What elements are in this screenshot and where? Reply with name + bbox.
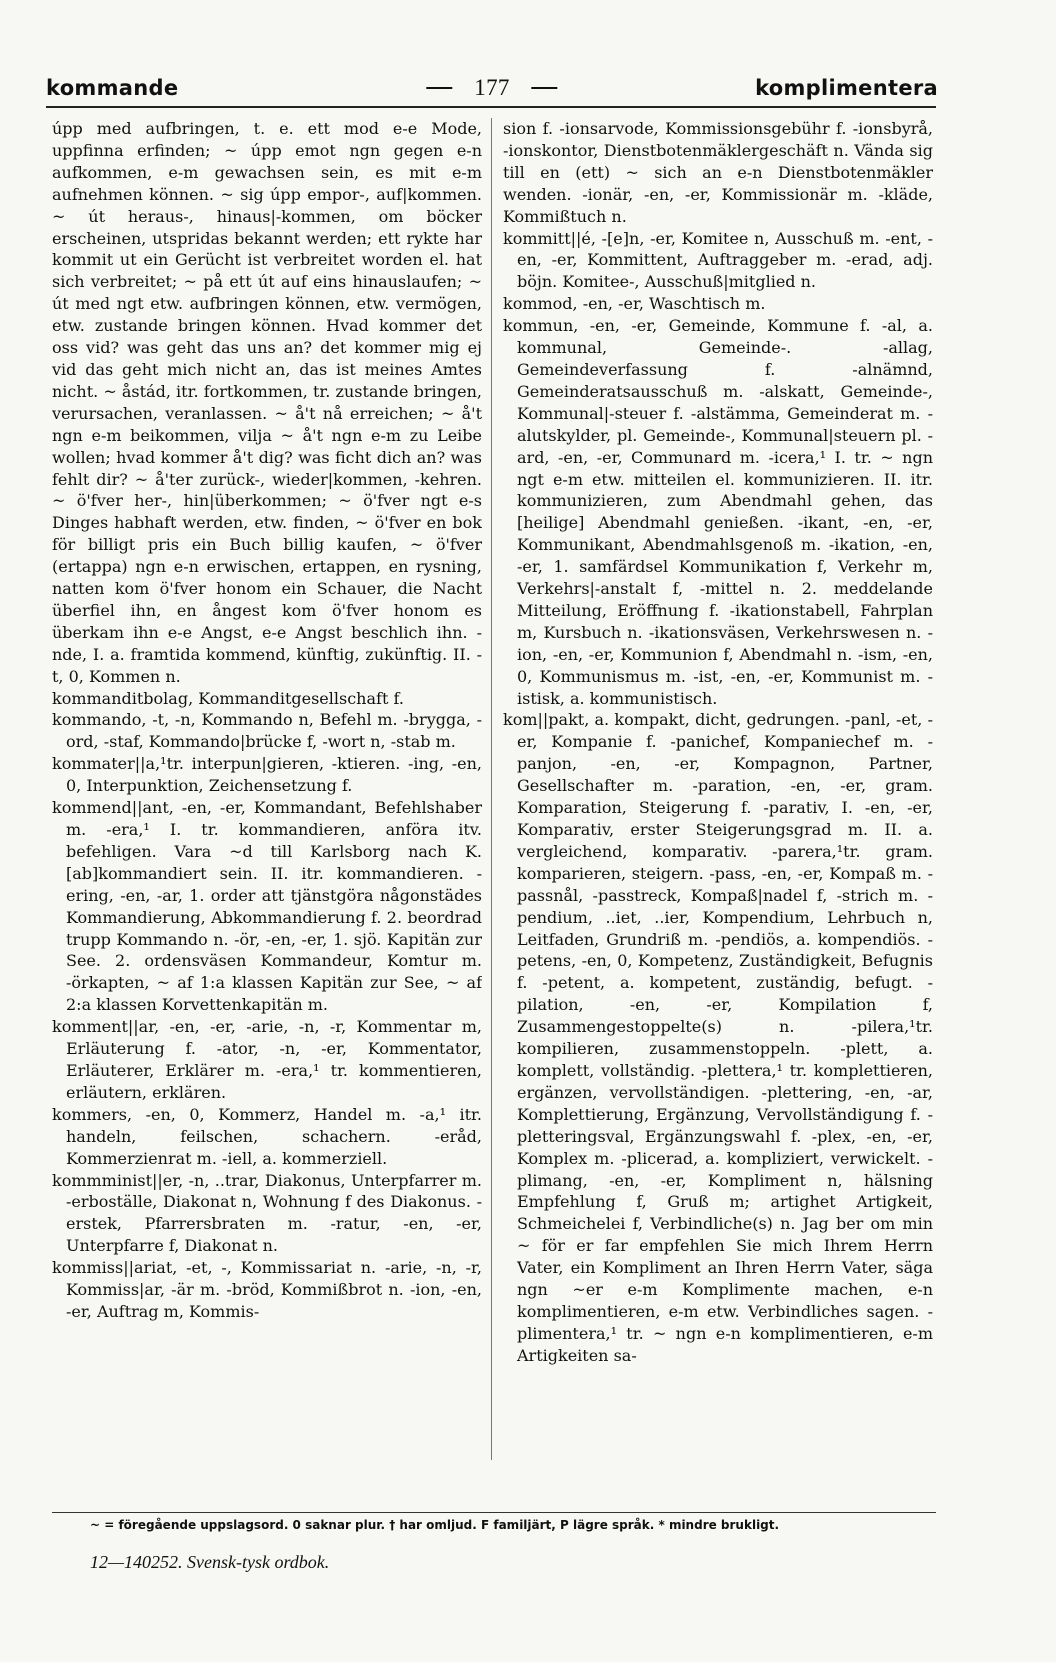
right-column xyxy=(503,118,933,1460)
footer-rule xyxy=(52,1512,936,1513)
dictionary-entry: komment||ar, -en, -er, -arie, -n, -r, Kommentar m, Erläuterung f. -ator, -n, -er, Kommentator, Erläuterer, Erklärer m. -era,¹ tr. kommentieren, erläutern, erklären. xyxy=(52,1017,482,1102)
page-number-text: 177 xyxy=(474,75,510,100)
dictionary-entry: kom||pakt, a. kompakt, dicht, gedrungen. -panl, -et, -er, Kompanie f. -panichef, Kompaniechef m. -panjon, -en, -er, Kompagnon, Partner, Gesellschafter m. -paration, -en, -er, gram. Komparation, Steigerung f. -parativ, I. -en, -er, Komparativ, erster Steigerungsgrad m. II. a. vergleichend, komparativ. -parera,¹tr. gram. komparieren, steigern. -pass, -en, -er, Kompaß m. -passnål, -passtreck, Kompaß|nadel f, -strich m. -pendium, ..iet, ..ier, Kompendium, Lehrbuch n, Leitfaden, Grundriß m. -pendiös, a. kompendiös. -petens, -en, 0, Kompetenz, Zuständigkeit, Befugnis f. -petent, a. kompetent, zuständig, befugt. -pilation, -en, -er, Kompilation f, Zusammengestoppelte(s) n. -pilera,¹tr. kompilieren, zusammenstoppeln. -plett, a. komplett, vollständig. -plettera,¹ tr. komplettieren, ergänzen, vervollständigen. -plettering, -en, -ar, Komplettierung, Ergänzung, Vervollständigung f. -pletteringsval, Ergänzungswahl f. -plex, -en, -er, Komplex m. -plicerad, a. kompliziert, verwickelt. -plimang, -en, -er, Kompliment n, hälsning Empfehlung f, Gruß m; artighet Artigkeit, Schmeichelei f, Verbindliche(s) n. Jag ber om min ~ för er far empfehlen Sie mich Ihrem Herrn Vater, ein Kompliment an Ihren Herrn Vater, säga ngn ~er e-m Komplimente machen, e-n komplimentieren, e-m etw. Verbindliches sagen. -plimentera,¹ tr. ~ ngn e-n komplimentieren, e-m Artigkeiten sa- xyxy=(503,710,933,1365)
dictionary-entry: kommater||a,¹tr. interpun|gieren, -ktieren. -ing, -en, 0, Interpunktion, Zeichensetzung f. xyxy=(52,754,482,796)
print-footer: 12—140252. Svensk-tysk ordbok. xyxy=(90,1552,330,1572)
header-right-word: komplimentera xyxy=(755,76,938,100)
dictionary-entry: kommminist||er, -n, ..trar, Diakonus, Unterpfarrer m. -erboställe, Diakonat n, Wohnung f des Diakonus. -erstek, Pfarrersbraten m. -ratur, -en, -er, Unterpfarre f, Diakonat n. xyxy=(52,1170,482,1256)
dictionary-entry: kommanditbolag, Kommanditgesellschaft f. xyxy=(52,688,404,708)
dictionary-entry: kommun, -en, -er, Gemeinde, Kommune f. -al, a. kommunal, Gemeinde-. -allag, Gemeindeverfassung f. -alnämnd, Gemeinderatsausschuß m. -alskatt, Gemeinde-, Kommunal|-steuer f. -alstämma, Gemeinderat m. -alutskylder, pl. Gemeinde-, Kommunal|steuern pl. -ard, -en, -er, Communard m. -icera,¹ I. tr. ~ ngn ngt e-m etw. mitteilen el. kommunizieren. II. itr. kommunizieren, zum Abendmahl gehen, das [heilige] Abendmahl genießen. -ikant, -en, -er, Kommunikant, Abendmahlsgenoß m. -ikation, -en, -er, 1. samfärdsel Kommunikation f, Verkehr m, Verkehrs|-anstalt f, -mittel n. 2. meddelande Mitteilung, Eröffnung f. -ikationstabell, Fahrplan m, Kursbuch n. -ikationsväsen, Verkehrswesen n. -ion, -en, -er, Kommunion f, Abendmahl n. -ism, -en, 0, Kommunismus m. -ist, -en, -er, Kommunist m. -istisk, a. kommunistisch. xyxy=(503,316,933,708)
dash-left xyxy=(426,87,452,89)
dictionary-entry: kommando, -t, -n, Kommando n, Befehl m. -brygga, -ord, -staf, Kommando|brücke f, -wort n, -stab m. xyxy=(52,710,482,752)
page-header xyxy=(46,72,938,104)
dash-right xyxy=(532,87,558,89)
header-rule xyxy=(46,106,936,108)
dictionary-entry: kommiss||ariat, -et, -, Kommissariat n. -arie, -n, -r, Kommiss|ar, -är m. -bröd, Kommißbrot n. -ion, -en, -er, Auftrag m, Kommis- xyxy=(52,1258,482,1321)
header-left-word: kommande xyxy=(46,76,179,100)
dictionary-entry: úpp med aufbringen, t. e. ett mod e-e Mode, uppfinna erfinden; ~ úpp emot ngn gegen e-n aufkommen, e-m gewachsen sein, es mit e-m aufnehmen können. ~ sig úpp empor-, auf|kommen. ~ út heraus-, hinaus|-kommen, om böcker erscheinen, utspridas bekannt werden; ett rykte har kommit ut ein Gerücht ist verbreitet worden el. hat sich verbreitet; ~ på ett út auf eins hinauslaufen; ~ út med ngt etw. aufbringen können, etw. vermögen, etw. zustande bringen können. Hvad kommer det oss vid? was geht das uns an? det kommer mig ej vid das geht mich nicht an, das ist meines Amtes nicht. ~ åstád, itr. fortkommen, tr. zustande bringen, verursachen, veranlassen. ~ å't nå erreichen; ~ å't ngn e-m beikommen, vilja ~ å't ngn e-m zu Leibe wollen; hvad kommer å't dig? was ficht dich an? was fehlt dir? ~ å'ter zurück-, wieder|kommen, -kehren. ~ ö'fver her-, hin|überkommen; ~ ö'fver ngt e-s Dinges habhaft werden, etw. finden, ~ ö'fver en bok för billigt pris ein Buch billig kaufen, ~ ö'fver (ertappa) ngn e-n erwischen, ertappen, en rysning, natten kom ö'fver honom ein Schauer, die Nacht überfiel ihn, en ångest kom ö'fver honom es überkam ihn e-e Angst, e-e Angst beschlich ihn. -nde, I. a. framtida kommend, künftig, zukünftig. II. -t, 0, Kommen n. xyxy=(52,119,482,686)
abbreviation-legend: ~ = föregående uppslagsord. 0 saknar plur. † har omljud. F familjärt, P lägre språk. * mindre brukligt. xyxy=(90,1518,780,1532)
dictionary-entry: kommers, -en, 0, Kommerz, Handel m. -a,¹ itr. handeln, feilschen, schachern. -eråd, Kommerzienrat m. -iell, a. kommerziell. xyxy=(52,1104,482,1168)
dictionary-entry: sion f. -ionsarvode, Kommissionsgebühr f. -ionsbyrå, -ionskontor, Dienstbotenmäklergeschäft n. Vända sig till en (ett) ~ sich an e-n Dienstbotenmäkler wenden. -ionär, -en, -er, Kommissionär m. -kläde, Kommißtuch n. xyxy=(503,119,933,226)
dictionary-entry: kommitt||é, -[e]n, -er, Komitee n, Ausschuß m. -ent, -en, -er, Kommittent, Auftraggeber m. -erad, adj. böjn. Komitee-, Ausschuß|mitglied n. xyxy=(503,228,933,292)
dictionary-entry: kommod, -en, -er, Waschtisch m. xyxy=(503,294,766,314)
left-column xyxy=(52,118,482,1460)
column-separator xyxy=(491,118,492,1460)
page-number xyxy=(426,75,557,101)
dictionary-entry: kommend||ant, -en, -er, Kommandant, Befehlshaber m. -era,¹ I. tr. kommandieren, anföra itv. befehligen. Vara ~d till Karlsborg nach K. [ab]kommandiert sein. II. itr. kommandieren. -ering, -en, -ar, 1. order att tjänstgöra någonstädes Kommandierung, Abkommandierung f. 2. beordrad trupp Kommando n. -ör, -en, -er, 1. sjö. Kapitän zur See. 2. ordensväsen Kommandeur, Komtur m. -örkapten, ~ af 1:a klassen Kapitän zur See, ~ af 2:a klassen Korvettenkapitän m. xyxy=(52,798,482,1015)
